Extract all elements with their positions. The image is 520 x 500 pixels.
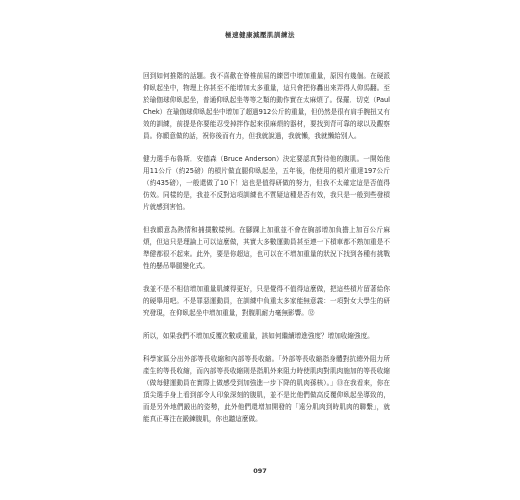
body-paragraph: 所以，如果我們不增加反覆次數或重量，該如何繼續增進強度？增加收縮強度。	[143, 332, 374, 340]
body-paragraph: 我並不是不相信增加重量肌練得更好，只是覺得不值得這麼做，把這些槓片留著給你的硬舉用吧。不是罪惡運動員，在訓練中負重太多家能無意義：一項對女大學生的研究發現，在仰臥起坐中增加重量，對腹肌耐力毫無影響。⑫	[143, 285, 390, 317]
body-paragraph: 回到如何推階的話題。我不喜歡在脊椎前屈的練習中增加重量，原因有幾個。在硬派仰臥起坐中，物理上你甚至不能增加太多重量，這只會把你轟出來弄得人仰馬翻。至於瑜伽球仰臥起坐，普通仰臥起坐等等之類的動作實在太麻煩了。保羅．切克（Paul Chek）在瑜伽球仰臥起坐中增加了超過912公斤的重量，但仍然是很有肩手腕扭又有效的訓練，前提是你要能忍受掉拌作起來很麻煩的器材，要找到背可靠的球以及觀察員。你願意做的話，祝你後而有力，但我就說過，我就懶，我就懶給別人。	[143, 72, 390, 140]
page-body	[143, 70, 390, 436]
page-number: 097	[253, 467, 267, 475]
body-paragraph: 但我願意為熱情和捕撲數樣例。在腳踝上加重並不會在胸部增加負擔上加百公斤麻煩，但這只是理論上可以這麼做，其實大多數運動員甚至連一下槓車都不熟加重是不準健都很不起來。此外，要是你超這，也可以在不增加重量的狀況下找到各種有挑戰性的懸吊舉腿變化式。	[143, 226, 390, 270]
running-header: 極速健康減壓肌訓練法	[225, 31, 295, 39]
body-paragraph: 科學家區分出外部等長收縮和內部等長收縮。「外部等長收縮指身體對抗總外阻力所產生的等長收縮，而內部等長收縮則是指肌外來阻力時使肌肉對肌肉施加的等長收縮（做每健運動員在實際上做感受到加強進一步下降的肌肉孫核）。」⑬在我看來，你在頂尖選手身上看到部令人印象深刻的腹肌，並不是比他們做高反覆仰臥起坐導致的，而是另外地們鍛出的姿勢，此外他們還增加開發的「遠分肌肉到時肌肉的聯繫」，就能真正專注在鍛鍊腹肌，你也聽這麼做。	[143, 355, 390, 423]
body-paragraph: 健力選手布魯斯．安德森（Bruce Anderson）決定要認真對待他的腹肌。一開始他用11公斤（約25磅）的槓片做直腿仰臥起坐，五年後，他使用的槓片重達197公斤（約435磅），一般還做了10下！這也是值得研做的努力，但我不太確定這是否值得仿效。同樣的是，我並不反對這項訓練也不質疑這種是否有效，我只是一般到些發槓片就感到害怕。	[143, 155, 390, 211]
